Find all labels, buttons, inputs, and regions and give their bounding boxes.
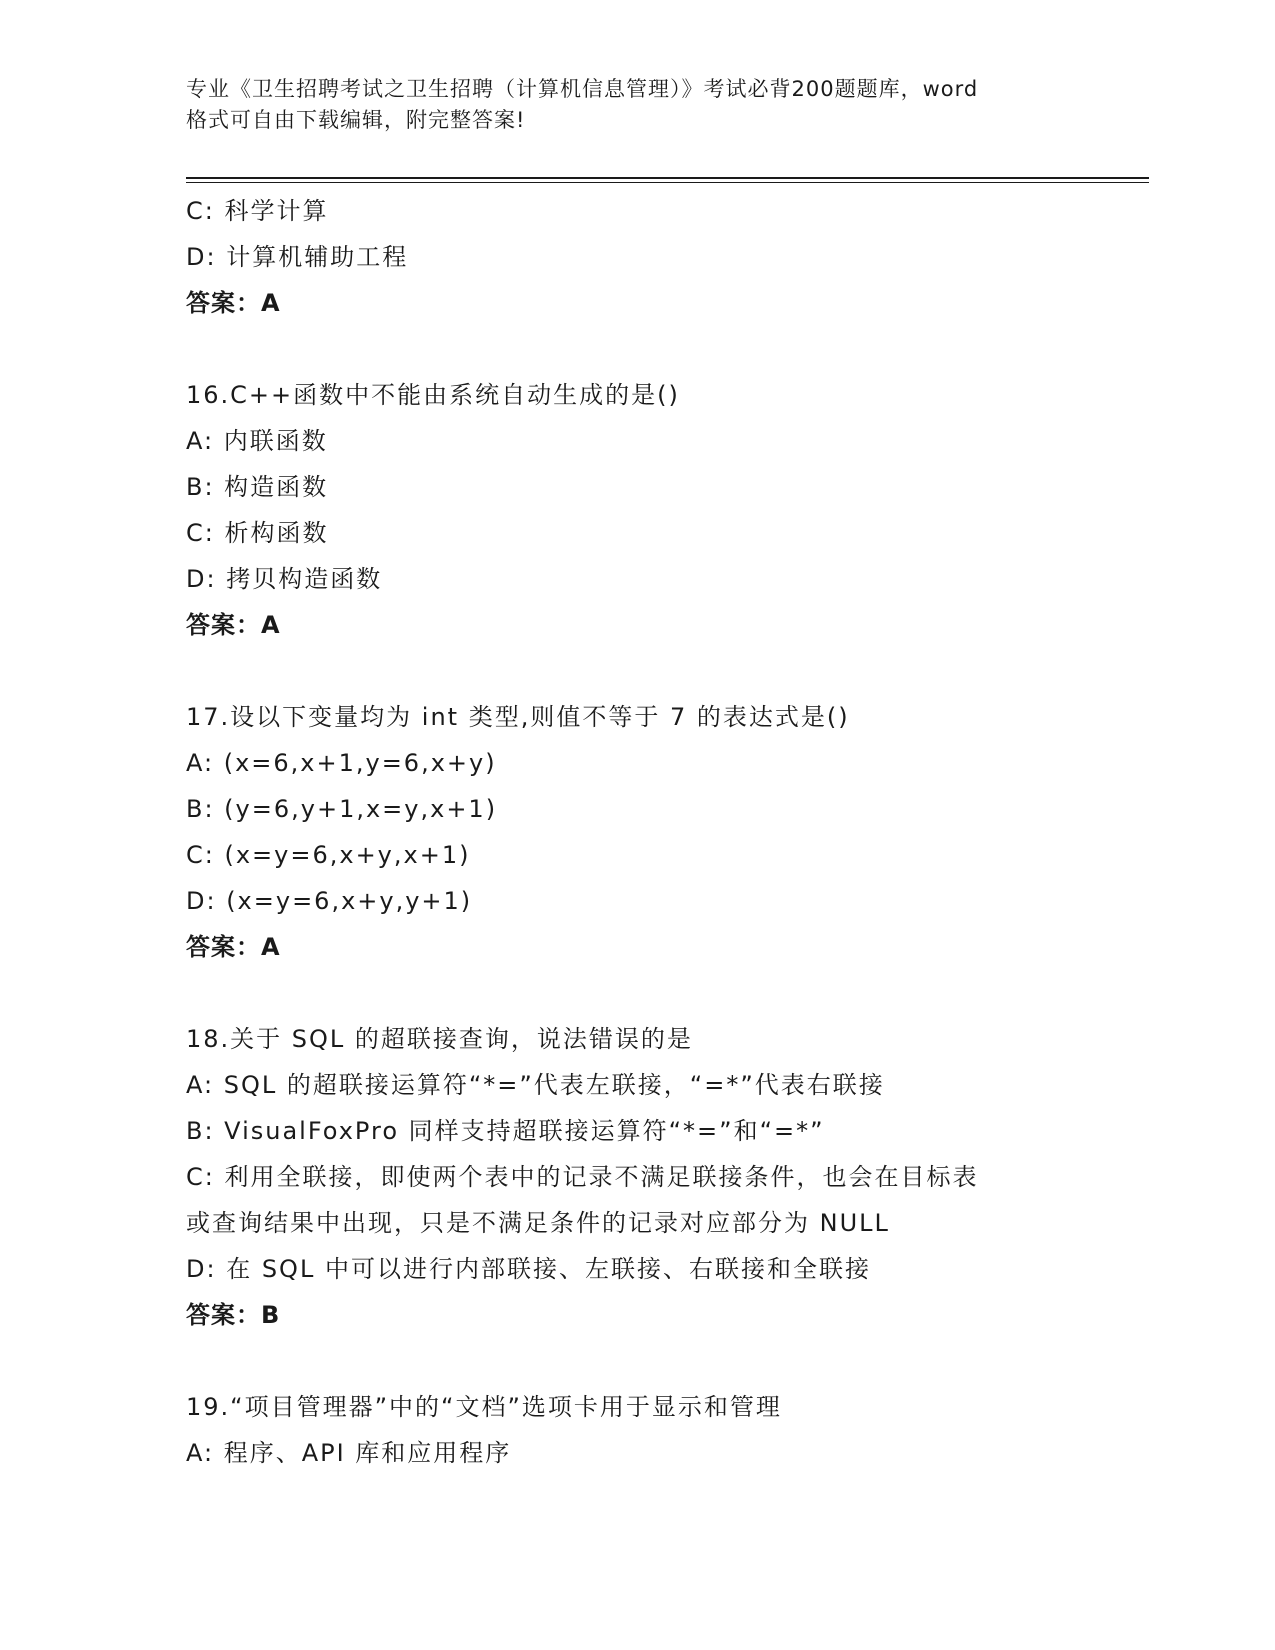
- option-c-continued: 或查询结果中出现，只是不满足条件的记录对应部分为 NULL: [186, 1209, 890, 1237]
- spacer: [186, 648, 1086, 694]
- header-line-1: 专业《卫生招聘考试之卫生招聘（计算机信息管理）》考试必背200题题库，word: [186, 77, 979, 101]
- header-line-2: 格式可自由下载编辑，附完整答案!: [186, 108, 526, 132]
- option-d: D: (x=y=6,x+y,y+1): [186, 887, 473, 915]
- header-divider-thin: [186, 182, 1149, 183]
- option-d: D: 计算机辅助工程: [186, 243, 409, 271]
- option-a: A: SQL 的超联接运算符“*=”代表左联接，“=*”代表右联接: [186, 1071, 885, 1099]
- spacer: [186, 1338, 1086, 1384]
- header-divider-thick: [186, 177, 1149, 179]
- question-17: 17.设以下变量均为 int 类型,则值不等于 7 的表达式是(): [186, 703, 850, 731]
- answer-line: 答案：A: [186, 611, 281, 639]
- question-19: 19.“项目管理器”中的“文档”选项卡用于显示和管理: [186, 1393, 782, 1421]
- option-b: B: 构造函数: [186, 473, 329, 501]
- option-a: A: 程序、API 库和应用程序: [186, 1439, 512, 1467]
- option-a: A: 内联函数: [186, 427, 328, 455]
- option-d: D: 拷贝构造函数: [186, 565, 383, 593]
- option-b: B: (y=6,y+1,x=y,x+1): [186, 795, 498, 823]
- answer-line: 答案：A: [186, 933, 281, 961]
- option-b: B: VisualFoxPro 同样支持超联接运算符“*=”和“=*”: [186, 1117, 825, 1145]
- option-c: C: 利用全联接，即使两个表中的记录不满足联接条件，也会在目标表: [186, 1163, 979, 1191]
- answer-line: 答案：B: [186, 1301, 281, 1329]
- option-c: C: (x=y=6,x+y,x+1): [186, 841, 471, 869]
- spacer: [186, 970, 1086, 1016]
- question-content: [186, 188, 1086, 1476]
- question-16: 16.C++函数中不能由系统自动生成的是(): [186, 381, 680, 409]
- option-d: D: 在 SQL 中可以进行内部联接、左联接、右联接和全联接: [186, 1255, 871, 1283]
- option-c: C: 析构函数: [186, 519, 329, 547]
- answer-line: 答案：A: [186, 289, 281, 317]
- option-a: A: (x=6,x+1,y=6,x+y): [186, 749, 497, 777]
- spacer: [186, 326, 1086, 372]
- question-18: 18.关于 SQL 的超联接查询，说法错误的是: [186, 1025, 693, 1053]
- option-c: C: 科学计算: [186, 197, 329, 225]
- document-header: [186, 74, 1086, 136]
